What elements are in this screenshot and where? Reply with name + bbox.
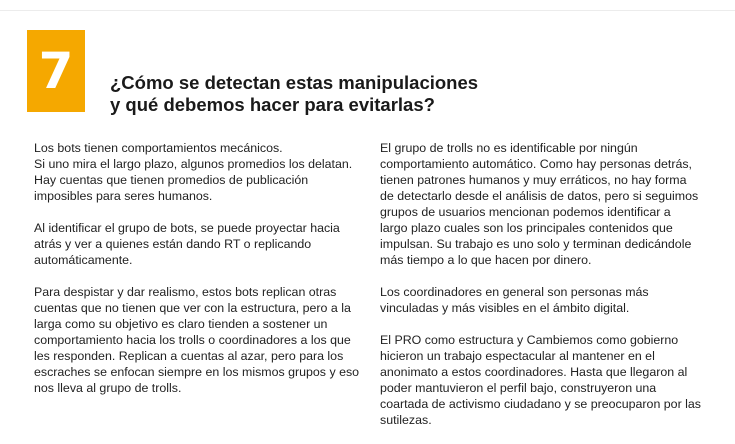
paragraph-line: largo plazo cuales son los principales contenidos que [380, 221, 673, 235]
paragraph-line: larga como su objetivo es claro tienden a sostener un [34, 317, 328, 331]
section-title-line: y qué debemos hacer para evitarlas? [110, 94, 435, 115]
paragraph-line: les responden. Replican a cuentas al azar, pero para los [34, 349, 344, 363]
paragraph-line: nos lleva al grupo de trolls. [34, 381, 182, 395]
left-column [34, 140, 369, 412]
paragraph-line: Los coordinadores en general son personas más [380, 285, 649, 299]
paragraph-line: grupos de usuarios mencionan podemos identificar a [380, 205, 671, 219]
paragraph [34, 284, 369, 396]
paragraph-line: cuentas que no tienen que ver con la estructura, pero a la [34, 301, 351, 315]
paragraph [34, 220, 369, 268]
paragraph [380, 284, 720, 316]
paragraph-line: Si uno mira el largo plazo, algunos promedios los delatan. [34, 157, 353, 171]
paragraph [34, 140, 369, 204]
paragraph-line: impulsan. Su trabajo es uno solo y terminan dedicándole [380, 237, 692, 251]
paragraph-line: poder mantuvieron el perfil bajo, construyeron una [380, 381, 657, 395]
paragraph-line: vinculadas y más visibles en el ámbito digital. [380, 301, 630, 315]
paragraph-line: tienen patrones humanos y muy erráticos, no hay forma [380, 173, 687, 187]
section-number-badge [27, 30, 85, 112]
section-title-line: ¿Cómo se detectan estas manipulaciones [110, 72, 479, 93]
paragraph-line: escraches se enfocan siempre en los mismos grupos y eso [34, 365, 360, 379]
paragraph-line: Para despistar y dar realismo, estos bots replican otras [34, 285, 337, 299]
paragraph-line: automáticamente. [34, 253, 133, 267]
section-title [110, 72, 530, 116]
paragraph-line: más tiempo a lo que hacen por dinero. [380, 253, 592, 267]
paragraph-line: Hay cuentas que tienen promedios de publicación [34, 173, 309, 187]
paragraph-line: El PRO como estructura y Cambiemos como gobierno [380, 333, 679, 347]
right-column [380, 140, 720, 444]
paragraph-line: coartada de activismo ciudadano y se preocuparon por las [380, 397, 701, 411]
top-divider [0, 10, 735, 11]
section-number: 7 [38, 42, 74, 100]
paragraph-line: comportamiento automático. Como hay personas detrás, [380, 157, 692, 171]
paragraph [380, 140, 720, 268]
paragraph-line: atrás y ver a quienes están dando RT o replicando [34, 237, 312, 251]
paragraph-line: anonimato a estos coordinadores. Hasta que llegaron al [380, 365, 688, 379]
paragraph-line: sutilezas. [380, 413, 432, 427]
paragraph-line: El grupo de trolls no es identificable por ningún [380, 141, 638, 155]
paragraph-line: comportamiento hacia los trolls o coordinadores a los que [34, 333, 351, 347]
paragraph-line: Al identificar el grupo de bots, se puede proyectar hacia [34, 221, 340, 235]
paragraph-line: hicieron un trabajo espectacular al mantener en el [380, 349, 655, 363]
paragraph [380, 332, 720, 428]
paragraph-line: Los bots tienen comportamientos mecánicos. [34, 141, 283, 155]
paragraph-line: imposibles para seres humanos. [34, 189, 213, 203]
paragraph-line: de detectarlo desde el análisis de datos, pero si seguimos [380, 189, 699, 203]
